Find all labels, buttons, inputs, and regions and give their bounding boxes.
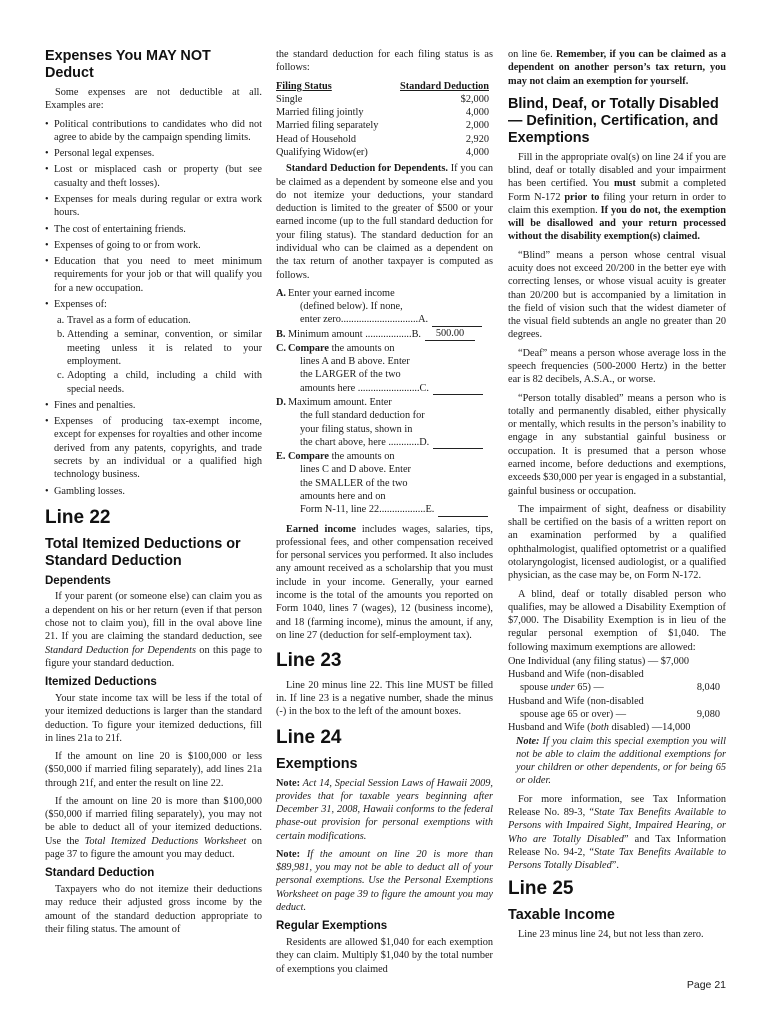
- column-middle: [276, 48, 493, 981]
- exemptions-note-2: Note: If the amount on line 20 is more than $89,981, you may not be able to deduct all of your personal exemptions. Use the Personal Exemptions Worksheet on page 39 to figure the amount you may deduct.: [276, 848, 493, 914]
- worksheet-input-d: [433, 436, 483, 449]
- expenses-sublist: [57, 314, 262, 396]
- exemption-row: Husband and Wife (non-disabled: [508, 695, 644, 707]
- table-row: Head of Household 2,920: [276, 133, 489, 145]
- heading-line-22: Line 22: [45, 506, 111, 528]
- worksheet-line-e: E. Compare the amounts on lines C and D above. Enter the SMALLER of the two amounts here and on Form N-11, line 22..................E.: [276, 450, 493, 516]
- disability-exemption-paragraph: A blind, deaf or totally disabled person who qualifies, may be allowed a Disability Exemption of $7,000. The Disability Exemption is in lieu of the regular personal exemption of $1,040. The following maximum exemptions are allowed:: [508, 588, 726, 653]
- expenses-list: [45, 118, 262, 312]
- sub-letter: b.: [57, 329, 65, 341]
- list-item: • Fines and penalties.: [45, 399, 262, 412]
- heading-dependents: Dependents: [45, 574, 111, 587]
- exemption-row: Husband and Wife (both disabled) —14,000: [508, 722, 691, 734]
- worksheet-input-e: [438, 504, 488, 517]
- worksheet-line-b: B. Minimum amount ..................B. 500.00: [276, 328, 493, 341]
- sub-letter: a.: [57, 315, 65, 327]
- sub-text: Travel as a form of education.: [67, 315, 191, 327]
- exemption-row: One Individual (any filing status) — $7,000: [508, 655, 690, 667]
- worksheet-line-a: A. Enter your earned income (defined below). If none, enter zero..............................A.: [276, 287, 493, 327]
- list-item: • Education that you need to meet minimum requirements for your job or that will qualify you for a new occupation.: [45, 255, 262, 295]
- sub-list-item: [57, 314, 262, 327]
- taxable-income-paragraph: Line 23 minus line 24, but not less than zero.: [518, 929, 704, 941]
- std-deduction-continued: the standard deduction for each filing status is as follows:: [276, 49, 493, 74]
- heading-taxable-income: Taxable Income: [508, 907, 615, 924]
- earned-income-paragraph: Earned income includes wages, salaries, tips, professional fees, and other compensation received for personal services you performed. It also includes any amount received as a scholarship that you must include in your income. Generally, your earned income is the total of the amounts you reported on Form 1040, lines 7 (wages), 12 (business income), and 18 (farming income), minus the amount, if any, on line 27 (deduction for self-employment tax).: [276, 523, 493, 641]
- table-row: Single $2,000: [276, 93, 489, 105]
- list-item: • Political contributions to candidates who did not agree to abide by the campaign spending limits.: [45, 118, 262, 145]
- list-item: • Expenses of:: [45, 298, 262, 311]
- heading-expenses-not-deductible: Expenses You MAY NOT Deduct: [45, 48, 211, 81]
- more-information-paragraph: For more information, see Tax Information Release No. 89-3, “State Tax Benefits Available to Persons with Impaired Sight, Impaired Hearing, or Who are Totally Disabled” and Tax Information Release No. 94-2, “State Tax Benefits Available to Persons Totally Disabled”.: [508, 793, 726, 872]
- line-23-paragraph: Line 20 minus line 22. This line MUST be filled in. If line 23 is a negative number, shade the minus (-) in the box to the left of the amount boxes.: [276, 679, 493, 718]
- list-item: • Expenses of producing tax-exempt income, except for expenses for royalties and other income derived from any patents, copyrights, and trade secrets by an individual or a qualified high technology business.: [45, 415, 262, 481]
- special-exemption-note: Note: If you claim this special exemption you will not be able to claim the additional exemptions for your children or other dependents, or for being 65 or older.: [516, 735, 726, 787]
- table-row: Married filing jointly 4,000: [276, 107, 489, 119]
- heading-line-25: Line 25: [508, 878, 574, 900]
- column-left: [45, 48, 262, 941]
- table-header: [276, 80, 493, 93]
- expenses-intro: Some expenses are not deductible at all. Examples are:: [45, 86, 262, 112]
- sub-text: Adopting a child, including a child with special needs.: [67, 370, 262, 395]
- deaf-definition: “Deaf” means a person whose average loss in the speech frequencies (500-2000 Hertz) in the better ear is 82 decibels, A.S.A., or worse.: [508, 347, 726, 386]
- worksheet-line-d: D. Maximum amount. Enter the full standard deduction for your filing status, shown in the chart above, here ............D.: [276, 396, 493, 449]
- heading-exemptions: Exemptions: [276, 755, 358, 772]
- dependents-paragraph: If your parent (or someone else) can claim you as a dependent on his or her return (even if that person chose not to claim you), fill in the oval above line 21. If you are claiming the standard deduction, see Standard Deduction for Dependents on this page to figure your standard deduction.: [45, 591, 262, 669]
- col-header-filing-status: Filing Status: [276, 80, 332, 92]
- regular-exemptions-continued: on line 6e. Remember, if you can be claimed as a dependent on another person’s tax return, you may not claim an exemption for yourself.: [508, 49, 726, 87]
- list-item: • Personal legal expenses.: [45, 147, 262, 160]
- itemized-paragraph-3: If the amount on line 20 is more than $100,000 ($50,000 if married filing separately), you may not be able to deduct all of your itemized deductions. Use the Total Itemized Deductions Worksheet on page 37 to figure the amount you may deduct.: [45, 795, 262, 861]
- sub-list-item: [57, 328, 262, 368]
- heading-regular-exemptions: Regular Exemptions: [276, 920, 388, 933]
- heading-line-23: Line 23: [276, 650, 342, 672]
- list-item: • The cost of entertaining friends.: [45, 223, 262, 236]
- std-deduction-dependents-paragraph: Standard Deduction for Dependents. If you can be claimed as a dependent by someone else and you do not itemize your deductions, your standard deduction is limited to the greater of $500 or your earned income (up to the full standard deduction for your filing status). The standard deduction for an individual who can be claimed as a dependent on the tax return of another taxpayer is computed as follows.: [276, 163, 493, 281]
- heading-blind-deaf-disabled: Blind, Deaf, or Totally Disabled — Definition, Certification, and Exemptions: [508, 95, 719, 146]
- totally-disabled-definition: “Person totally disabled” means a person who is totally and permanently disabled, either physically or mentally, which results in the person’s inability to engage in any substantial gainful business or occupation. It is presumed that a person whose earned income, before deductions and exemptions, exceeds $30,000 per year is engaged in a substantial, gainful business or occupation.: [508, 392, 726, 497]
- exemptions-note-1: Note: Act 14, Special Session Laws of Hawaii 2009, provides that for taxable years beginning after December 31, 2008, Hawaii conforms to the federal phase-out provision for personal exemptions with certain modifications.: [276, 777, 493, 842]
- max-exemptions-list: [508, 655, 726, 735]
- col-header-standard-deduction: Standard Deduction: [400, 80, 489, 92]
- heading-total-itemized: Total Itemized Deductions or Standard Deduction: [45, 535, 241, 569]
- list-item: • Lost or misplaced cash or property (but see casualty and theft losses).: [45, 163, 262, 190]
- heading-itemized-deductions: Itemized Deductions: [45, 676, 157, 689]
- exemption-row: Husband and Wife (non-disabled: [508, 669, 644, 681]
- impairment-certification: The impairment of sight, deafness or disability shall be certified on the basis of a written report on an examination performed by a qualified ophthalmologist, qualified optometrist or a qualified otolaryngologist, licensed audiologist, or a qualified physician, as the case may be, on Form N-172.: [508, 503, 726, 582]
- sub-letter: c.: [57, 370, 65, 382]
- worksheet-input-a: [432, 314, 482, 327]
- worksheet-input-c: [433, 382, 483, 395]
- sub-list-item: [57, 369, 262, 396]
- column-right: [508, 48, 726, 946]
- worksheet-input-b: 500.00: [425, 328, 475, 341]
- table-row: Qualifying Widow(er) 4,000: [276, 146, 489, 158]
- fill-oval-paragraph: Fill in the appropriate oval(s) on line 24 if you are blind, deaf or totally disabled and your impairment has been certified. You must submit a completed Form N-172 prior to filing your return in order to claim this exemption. If you do not, the exemption will be disallowed and your return processed without the disability exemption(s) claimed.: [508, 151, 726, 243]
- expenses-list-continued: [45, 399, 262, 498]
- exemption-row: spouse age 65 or over) — 9,080: [520, 709, 720, 721]
- standard-deduction-table: [276, 80, 493, 160]
- worksheet: [276, 287, 493, 517]
- heading-standard-deduction: Standard Deduction: [45, 867, 155, 880]
- list-item: • Gambling losses.: [45, 485, 262, 498]
- table-row: Married filing separately 2,000: [276, 120, 489, 132]
- standard-deduction-paragraph: Taxpayers who do not itemize their deductions may reduce their adjusted gross income by the amount of the standard deduction appropriate to their filing status. The amount of: [45, 884, 262, 935]
- heading-line-24: Line 24: [276, 726, 342, 748]
- regular-exemptions-paragraph: Residents are allowed $1,040 for each exemption they can claim. Multiply $1,040 by the total number of exemptions you claimed: [276, 937, 493, 975]
- exemption-row: spouse under 65) — 8,040: [520, 682, 720, 694]
- sub-text: Attending a seminar, convention, or similar meeting unless it is related to your employment.: [67, 329, 262, 368]
- page-number: Page 21: [686, 979, 726, 991]
- list-item: • Expenses of going to or from work.: [45, 239, 262, 252]
- blind-definition: “Blind” means a person whose central visual acuity does not exceed 20/200 in the better eye with correcting lenses, or whose visual acuity is greater than 20/200 but is accompanied by a limitation in the field of vision such that the widest diameter of the visual field subtends an angle no greater than 20 degrees.: [508, 249, 726, 341]
- list-item: • Expenses for meals during regular or extra work hours.: [45, 193, 262, 220]
- itemized-paragraph-2: If the amount on line 20 is $100,000 or less ($50,000 if married filing separately), add lines 21a through 21f, and enter the result on line 22.: [45, 751, 262, 789]
- worksheet-line-c: C. Compare the amounts on lines A and B above. Enter the LARGER of the two amounts here ........................C.: [276, 342, 493, 395]
- itemized-paragraph-1: Your state income tax will be less if the total of your itemized deductions is larger than the standard deduction. To figure your itemized deductions, fill in lines 21a to 21f.: [45, 692, 262, 744]
